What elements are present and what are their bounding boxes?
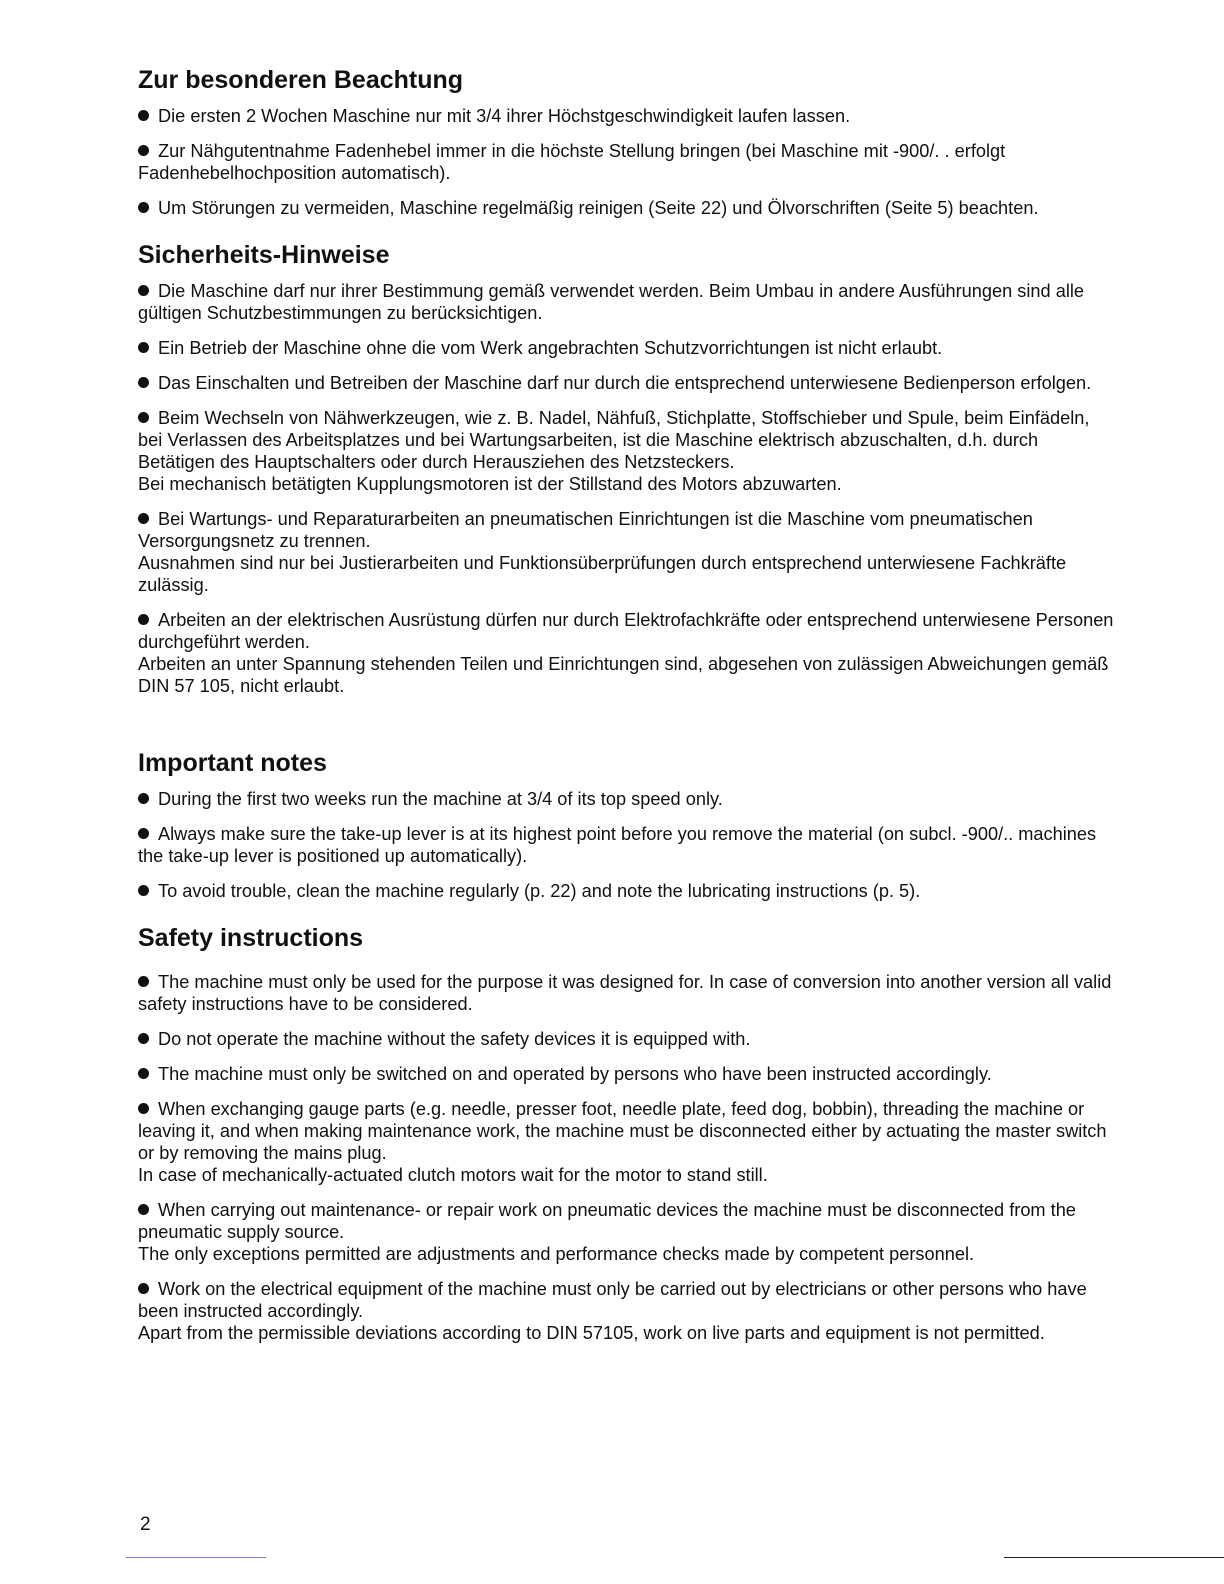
bullet-icon	[138, 1204, 149, 1215]
bullet-icon	[138, 885, 149, 896]
bullet-icon	[138, 110, 149, 121]
list-item: Die Maschine darf nur ihrer Bestimmung gemäß verwendet werden. Beim Umbau in andere Ausführungen sind alle gültigen Schutzbestimmungen zu berücksichtigen.	[138, 281, 1085, 323]
list-item: Zur Nähgutentnahme Fadenhebel immer in die höchste Stellung bringen (bei Maschine mit -900/. . erfolgt Fadenhebelhochposition automatisch).	[138, 141, 1006, 183]
list-item: Do not operate the machine without the safety devices it is equipped with.	[138, 1028, 1118, 1050]
section-heading: Important notes	[138, 749, 327, 777]
list-item: Die ersten 2 Wochen Maschine nur mit 3/4 ihrer Höchstgeschwindigkeit laufen lassen.	[138, 105, 1118, 127]
bullet-icon	[138, 145, 149, 156]
section-zur-besonderen-beachtung	[138, 66, 1118, 219]
bullet-icon	[138, 513, 149, 524]
section-heading: Sicherheits-Hinweise	[138, 241, 390, 269]
section-heading: Safety instructions	[138, 924, 364, 952]
list-item: Always make sure the take-up lever is at its highest point before you remove the material (on subcl. -900/.. machines the take-up lever is positioned up automatically).	[138, 824, 1097, 866]
list-item: To avoid trouble, clean the machine regularly (p. 22) and note the lubricating instructions (p. 5).	[138, 880, 1118, 902]
list-item-continuation: Bei mechanisch betätigten Kupplungsmotoren ist der Stillstand des Motors abzuwarten.	[138, 474, 842, 494]
bullet-icon	[138, 1033, 149, 1044]
bullet-icon	[138, 202, 149, 213]
list-item: When carrying out maintenance- or repair work on pneumatic devices the machine must be disconnected from the pneumatic supply source. The only exceptions permitted are adjustments and performance checks made by competent personnel.	[138, 1199, 1118, 1265]
footer-rule-right	[1004, 1557, 1224, 1558]
bullet-icon	[138, 793, 149, 804]
list-item: Beim Wechseln von Nähwerkzeugen, wie z. B. Nadel, Nähfuß, Stichplatte, Stoffschieber und Spule, beim Einfädeln, bei Verlassen des Arbeitsplatzes und bei Wartungsarbeiten, ist die Maschine elektrisch abzuschalten, d.h. durch Betätigen des Hauptschalters oder durch Herausziehen des Netzsteckers. Bei mechanisch betätigten Kupplungsmotoren ist der Stillstand des Motors abzuwarten.	[138, 407, 1118, 495]
section-important-notes	[138, 749, 1118, 902]
bullet-icon	[138, 1283, 149, 1294]
list-item: When exchanging gauge parts (e.g. needle, presser foot, needle plate, feed dog, bobbin), threading the machine or leaving it, and when making maintenance work, the machine must be disconnected either by actuating the master switch or by removing the mains plug. In case of mechanically-actuated clutch motors wait for the motor to stand still.	[138, 1098, 1118, 1186]
list-item: The machine must only be switched on and operated by persons who have been instructed accordingly.	[138, 1063, 1118, 1085]
bullet-icon	[138, 976, 149, 987]
bullet-icon	[138, 614, 149, 625]
list-item: Work on the electrical equipment of the machine must only be carried out by electricians or other persons who have been instructed accordingly. Apart from the permissible deviations according to DIN 57105, work on live parts and equipment is not permitted.	[138, 1278, 1118, 1344]
list-item-continuation: Ausnahmen sind nur bei Justierarbeiten und Funktionsüberprüfungen durch entsprechend unterwiesene Fachkräfte zulässig.	[138, 553, 1067, 595]
list-item: Ein Betrieb der Maschine ohne die vom Werk angebrachten Schutzvorrichtungen ist nicht erlaubt.	[138, 337, 1118, 359]
section-heading: Zur besonderen Beachtung	[138, 66, 464, 94]
section-sicherheits-hinweise	[138, 241, 1118, 697]
bullet-icon	[138, 828, 149, 839]
list-item: During the first two weeks run the machine at 3/4 of its top speed only.	[138, 788, 1118, 810]
footer-rule-left	[126, 1557, 266, 1558]
section-safety-instructions	[138, 924, 1118, 1344]
list-item: Bei Wartungs- und Reparaturarbeiten an pneumatischen Einrichtungen ist die Maschine vom pneumatischen Versorgungsnetz zu trennen. Ausnahmen sind nur bei Justierarbeiten und Funktionsüberprüfungen durch entsprechend unterwiesene Fachkräfte zulässig.	[138, 508, 1118, 596]
bullet-icon	[138, 285, 149, 296]
list-item: The machine must only be used for the purpose it was designed for. In case of conversion into another version all valid safety instructions have to be considered.	[138, 972, 1112, 1014]
bullet-icon	[138, 1068, 149, 1079]
document-page	[138, 66, 1118, 1366]
list-item: Das Einschalten und Betreiben der Maschine darf nur durch die entsprechend unterwiesene Bedienperson erfolgen.	[138, 372, 1118, 394]
bullet-icon	[138, 377, 149, 388]
list-item: Um Störungen zu vermeiden, Maschine regelmäßig reinigen (Seite 22) und Ölvorschriften (Seite 5) beachten.	[138, 197, 1118, 219]
list-item-continuation: Apart from the permissible deviations according to DIN 57105, work on live parts and equipment is not permitted.	[138, 1323, 1045, 1343]
list-item-continuation: The only exceptions permitted are adjustments and performance checks made by competent personnel.	[138, 1244, 975, 1264]
list-item-continuation: In case of mechanically-actuated clutch motors wait for the motor to stand still.	[138, 1165, 768, 1185]
list-item-continuation: Arbeiten an unter Spannung stehenden Teilen und Einrichtungen sind, abgesehen von zulässigen Abweichungen gemäß DIN 57 105, nicht erlaubt.	[138, 654, 1109, 696]
list-item: Arbeiten an der elektrischen Ausrüstung dürfen nur durch Elektrofachkräfte oder entsprechend unterwiesene Personen durchgeführt werden. Arbeiten an unter Spannung stehenden Teilen und Einrichtungen sind, abgesehen von zulässigen Abweichungen gemäß DIN 57 105, nicht erlaubt.	[138, 609, 1118, 697]
page-number: 2	[140, 1514, 151, 1535]
section-spacer	[138, 719, 1118, 749]
bullet-icon	[138, 412, 149, 423]
bullet-icon	[138, 1103, 149, 1114]
bullet-icon	[138, 342, 149, 353]
